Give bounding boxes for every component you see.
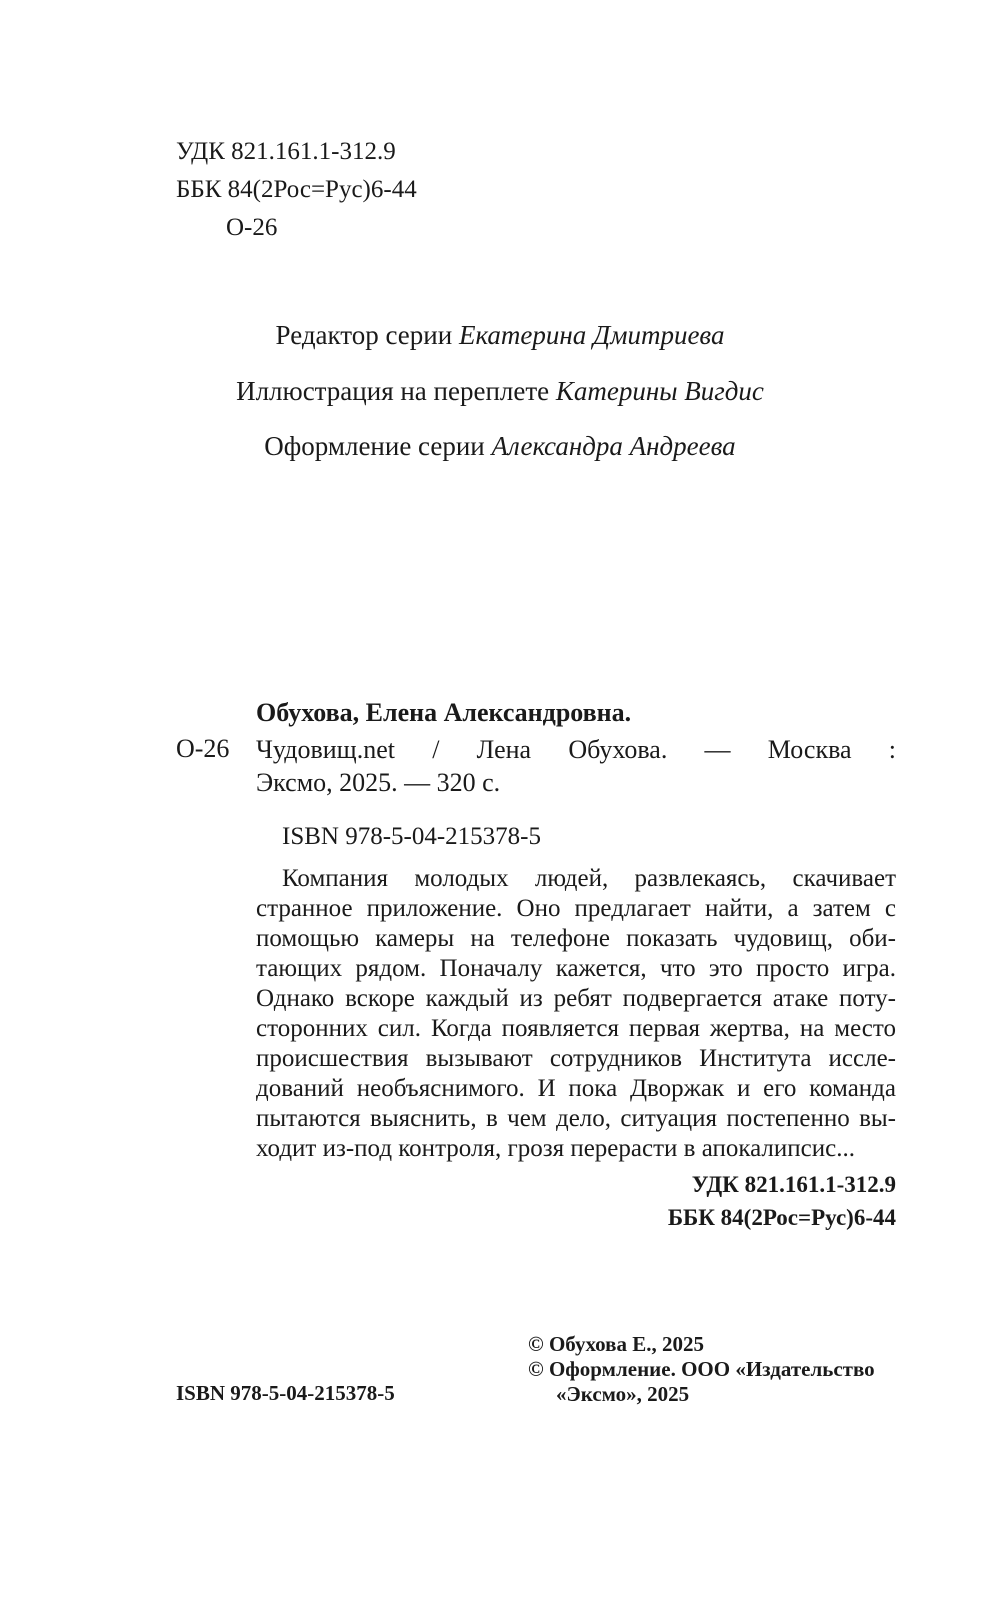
credit-series-editor [0,320,1000,351]
credit-series-design [0,431,1000,462]
credit-name: Екатерина Дмитриева [458,320,725,350]
annotation-line: ходит из-под контроля, грозя перерасти в апокалипсис... [256,1135,855,1162]
annotation-line: Однако вскоре каждый из ребят подвергается атаке поту- [256,985,896,1012]
copyright-design: © Оформление. ООО «Издательство [528,1357,875,1381]
credit-cover-illustration [0,376,1000,407]
title-line: Чудовищ.net / Лена Обухова. — Москва : [256,735,896,764]
annotation-line: помощью камеры на телефоне показать чудовищ, оби- [256,925,896,952]
annotation [256,864,896,1164]
copyright-author: © Обухова Е., 2025 [528,1332,704,1356]
copyright-design-cont: «Эксмо», 2025 [556,1382,690,1406]
credit-role: Редактор серии [275,320,453,350]
annotation-line: странное приложение. Оно предлагает найти, а затем с [256,895,896,922]
author-sign: О-26 [176,734,230,763]
credit-role: Оформление серии [264,431,485,461]
isbn-record: ISBN 978-5-04-215378-5 [282,823,542,850]
annotation-line: тающих рядом. Поначалу кажется, что это просто игра. [256,955,896,982]
bbk-code-bottom: ББК 84(2Рос=Рус)6-44 [667,1205,896,1230]
bbk-code-top: ББК 84(2Рос=Рус)6-44 [176,176,417,203]
classification-bottom [668,1168,896,1234]
publisher-line: Эксмо, 2025. — 320 с. [256,768,501,797]
annotation-line: пытаются выяснить, в чем дело, ситуация постепенно вы- [256,1105,896,1132]
annotation-line: сторонних сил. Когда появляется первая жертва, на место [256,1015,896,1042]
copyright-block [528,1332,875,1407]
bibliographic-description [256,733,896,799]
udk-code-top: УДК 821.161.1-312.9 [176,138,396,165]
credit-name: Александра Андреева [491,431,736,461]
credit-name: Катерины Вигдис [555,376,764,406]
author-sign-top: О-26 [226,214,278,241]
author-heading: Обухова, Елена Александровна. [256,698,632,727]
annotation-line: Компания молодых людей, развлекаясь, скачивает [282,865,896,892]
annotation-line: происшествия вызывают сотрудников Института иссле- [256,1045,896,1072]
isbn-bottom: ISBN 978-5-04-215378-5 [176,1381,395,1405]
annotation-line: дований необъяснимого. И пока Дворжак и его команда [256,1075,896,1102]
udk-code-bottom: УДК 821.161.1-312.9 [691,1172,896,1197]
credit-role: Иллюстрация на переплете [236,376,550,406]
